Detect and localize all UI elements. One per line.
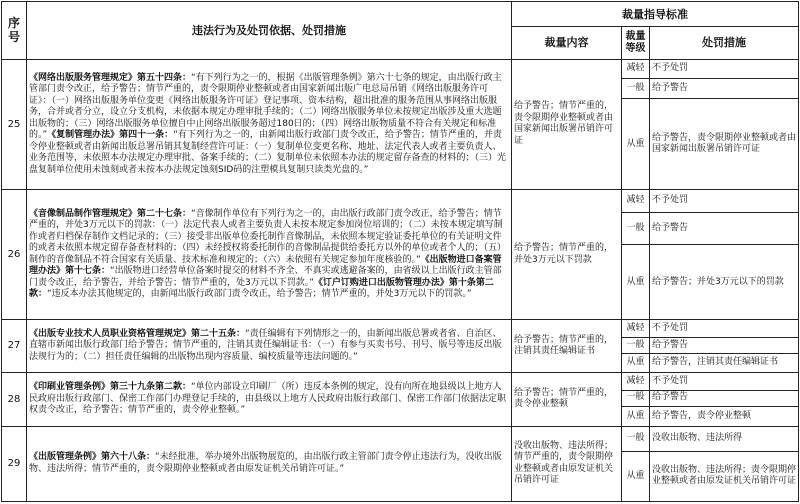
table-row [2,373,799,391]
row-seq: 27 [2,320,27,373]
regulation-text: “未经批准，举办境外出版物展览的，由出版行政主管部门责令停止违法行为，没收出版物、违法所得；情节严重的，责令限期停业整顿或者由原发证机关吊销许可证。” [29,452,502,474]
regulation-title: 《印刷业管理条例》第三十九条第二款： [29,382,192,393]
row-description [27,426,512,501]
penalty-measure: 没收出版物、违法所得；责令限期停业整顿或者由原发证机关吊销许可证 [650,451,799,501]
header-act: 违法行为及处罚依据、处罚措施 [27,2,512,60]
penalty-measure: 给予警告 [650,337,799,353]
penalty-measure: 给予警告，责令停业整顿 [650,406,799,426]
discretion-content: 给予警告；情节严重的，责令限期停业整顿或者由国家新闻出版署吊销许可证 [512,59,622,190]
discretion-level: 减轻 [622,320,650,338]
regulation-title: 《出版专业技术人员职业资格管理规定》第二十五条： [29,328,246,339]
discretion-level: 减轻 [622,190,650,213]
row-description [27,373,512,427]
penalty-measure: 不予处罚 [650,320,799,338]
discretion-level: 从重 [622,406,650,426]
regulation-text: “有下列行为之一的，由新闻出版行政部门责令改正，给予警告；情节严重的，并责令停业整顿或者由新闻出版总署吊销其复制经营许可证：（一）复制单位变更名称、地址、法定代表人或者主要负责人、业务范围等，未依照本办法规定办理审批、备案手续的；（二）复制单位未依照本办法的规定留存备查的材料的；（三）光盘复制单位使用未蚀刻或者未按本办法规定蚀刻SID码的注塑模具复制只读类光盘的。” [29,130,507,175]
penalty-measure: 给予警告 [650,390,799,406]
discretion-level: 从重 [622,354,650,373]
discretion-level: 减轻 [622,59,650,79]
row-seq: 25 [2,59,27,190]
row-description [27,190,512,320]
penalty-measure: 给予警告，责令限期停业整顿或者由国家新闻出版署吊销许可证 [650,99,799,190]
row-seq: 28 [2,373,27,427]
penalty-measure: 给予警告，注销其责任编辑证书 [650,354,799,373]
discretion-level: 从重 [622,451,650,501]
table-row [2,59,799,79]
row-seq: 29 [2,426,27,501]
discretion-level: 减轻 [622,373,650,391]
regulation-text: “责任编辑有下列情形之一的，由新闻出版总署或者省、自治区、直辖市新闻出版行政部门给予警告；情节严重的，注销其责任编辑证书：（一）有参与买卖书号、刊号、版号等违反出版法规行为的；（二）担任责任编辑的出版物出现内容质量、编校质量等违法问题的。” [29,328,502,362]
penalty-measure: 不予处罚 [650,373,799,391]
discretion-level: 从重 [622,245,650,320]
discretion-level: 一般 [622,337,650,353]
discretion-content: 没收出版物、违法所得；情节严重的，责令限期停业整顿或者由原发证机关吊销许可证 [512,426,622,501]
row-description [27,320,512,373]
discretion-content: 给予警告；情节严重的，责令停业整顿 [512,373,622,427]
regulation-text: “有下列行为之一的，根据《出版管理条例》第六十七条的规定，由出版行政主管部门责令改正，给予警告；情节严重的，责令限期停业整顿或者由国家新闻出版广电总局吊销《网络出版服务许可证》：（一）网络出版服务单位变更《网络出版服务许可证》登记事项、资本结构，超出批准的服务范围从事网络出版服务，合并或者分立，设立分支机构，未依据本规定办理审批手续的；（二）网络出版服务单位未按规定出版涉及重大选题出版物的；（三）网络出版服务单位擅自中止网络出版服务超过180日的；（四）网络出版物质量不符合有关规定和标准的。” [29,72,502,141]
header-content: 裁量内容 [512,27,622,60]
penalty-measure: 给予警告；并处3万元以下的罚款 [650,245,799,320]
regulation-text: “违反本办法其他规定的，由新闻出版行政部门责令改正，给予警告；情节严重的，并处3万元以下的罚款。” [47,289,472,300]
regulation-title: 《网络出版服务管理规定》第五十四条： [29,72,192,83]
discretion-content: 给予警告；情节严重的，注销其责任编辑证书 [512,320,622,373]
regulation-title: 《复制管理办法》第四十一条： [47,130,174,141]
row-seq: 26 [2,190,27,320]
regulation-title: 《出版物进口备案管理办法》第十七条： [29,254,502,277]
penalty-measure: 不予处罚 [650,190,799,213]
header-seq: 序号 [2,2,27,60]
header-row-1 [2,2,799,27]
table-row [2,190,799,213]
regulation-text: “单位内部设立印刷厂（所）违反本条例的规定，没有向所在地县级以上地方人民政府出版行政部门、保密工作部门办理登记手续的，由县级以上地方人民政府出版行政部门、保密工作部门依据法定职权责令改正，给予警告；情节严重的，责令停业整顿。” [29,382,507,416]
discretion-level: 从重 [622,99,650,190]
discretion-content: 给予警告；情节严重的，并处3万元以下罚款 [512,190,622,320]
table-row [2,426,799,451]
header-standard: 裁量指导标准 [512,2,799,27]
discretion-level: 一般 [622,390,650,406]
penalty-measure: 给予警告 [650,212,799,245]
regulation-text: “音像制作单位有下列行为之一的，由出版行政部门责令改正，给予警告；情节严重的，并处3万元以下的罚款：（一）法定代表人或者主要负责人未按本规定参加岗位培训的；（二）未按本规定填写制作或者归档保存制作文档记录的；（三）接受非出版单位委托制作音像制品，未依照本规定验证委托单位的有关证明文件的或者未依照本规定留存备查材料的；（四）未经授权将委托制作的音像制品提供给委托方以外的单位或者个人的；（五）制作的音像制品不符合国家有关质量、技术标准和规定的；（六）未依照有关规定参加年度核验的。” [29,208,507,265]
discretion-level: 一般 [622,426,650,451]
header-measures: 处罚措施 [650,27,799,60]
discretion-level: 一般 [622,79,650,99]
table-row [2,320,799,338]
regulation-title: 《出版管理条例》第六十八条： [29,452,156,463]
row-description [27,59,512,190]
regulation-title: 《订户订购进口出版物管理办法》第十条第二款： [29,277,494,300]
regulation-text: “出版物进口经营单位备案时提交的材料不齐全、不真实或逃避备案的，由省级以上出版行政主管部门责令改正，给予警告，并给予警告；情节严重的，处3万元以下罚款。” [29,266,502,288]
penalty-measure: 给予警告 [650,79,799,99]
regulation-title: 《音像制品制作管理规定》第二十七条： [29,208,192,219]
penalty-measure: 不予处罚 [650,59,799,79]
header-level: 裁量等级 [622,27,650,60]
penalty-measure: 没收出版物、违法所得 [650,426,799,451]
discretion-level: 一般 [622,212,650,245]
penalty-discretion-table [1,1,799,502]
